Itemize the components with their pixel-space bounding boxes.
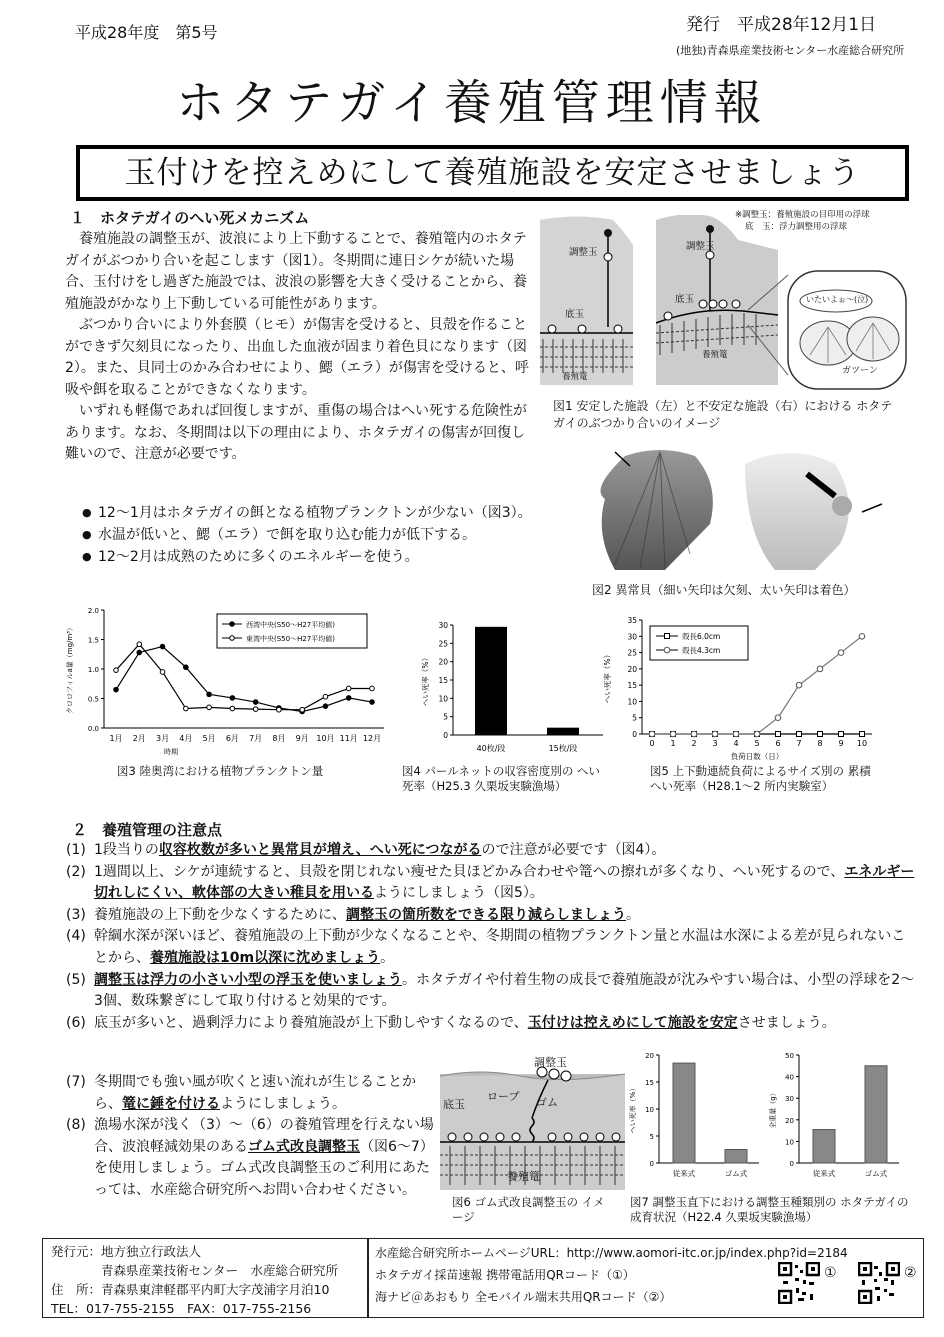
x-tick-label: 2: [691, 739, 697, 748]
x-tick-label: 3月: [155, 734, 170, 743]
list-item: (6) 底玉が多いと、過剰浮力により養殖施設が上下動しやすくなるので、玉付けは控えめにして施設を安定させましょう。: [66, 1014, 836, 1031]
data-point: [818, 732, 823, 737]
x-tick-label: 7月: [249, 734, 263, 743]
x-tick-label: 10: [856, 739, 868, 748]
publisher: (地独)青森県産業技術センター水産総合研究所: [676, 44, 905, 57]
data-point: [796, 682, 802, 688]
headline: 玉付けを控えめにして養殖施設を安定させましょう: [124, 155, 861, 191]
data-point: [323, 704, 328, 709]
bar: [725, 1150, 747, 1164]
y-tick-label: 15: [438, 676, 448, 685]
fig1-label-sokodama-left: 底玉: [565, 309, 585, 320]
data-point: [184, 706, 189, 711]
data-point: [859, 633, 865, 639]
data-point: [797, 732, 802, 737]
list-item: (2) 1週間以上、シケが連続すると、貝殻を閉じれない痩せた貝ほどかみ合わせや篭への擦れが多くなり、へい死するので、エネルギー切れしにくい、軟体部の大きい稚貝を用いるようにしましょう（図5）。: [66, 863, 915, 902]
fig5-caption: 図5 上下動連続負荷によるサイズ別の 累積へい死率（H28.1～2 所内実験室）: [650, 764, 871, 793]
fig6-label-chousei: 調整玉: [534, 1056, 567, 1069]
list-item: ● 水温が低いと、鰓（エラ）で餌を取り込む能力が低下する。: [78, 524, 538, 546]
list-item: (3) 養殖施設の上下動を少なくするために、調整玉の箇所数をできる限り減らしましょう。: [66, 906, 640, 923]
fig2-shell-right: [745, 453, 849, 570]
legend-marker: [230, 622, 235, 627]
x-tick-label: 11月: [339, 734, 358, 743]
data-point: [838, 650, 844, 656]
footer-line: 発行元：地方独立行政法人: [51, 1244, 202, 1259]
issue-number: 平成28年度 第5号: [75, 23, 218, 42]
qr2-text: 海ナビ＠あおもり 全モバイル端末共用QRコード（②）: [375, 1290, 672, 1304]
x-tick-label: 40枚/段: [476, 744, 506, 753]
x-tick-label: 15枚/段: [548, 744, 578, 753]
x-tick-label: 8月: [272, 734, 286, 743]
y-tick-label: 30: [785, 1095, 794, 1104]
fig7-caption: 図7 調整玉直下における調整玉種類別の ホタテガイの成育状況（H22.4 久栗坂実験漁場）: [630, 1195, 909, 1224]
y-tick-label: 15: [627, 681, 637, 691]
x-tick-label: 7: [796, 739, 802, 748]
qr-code-2[interactable]: [858, 1262, 900, 1304]
data-point: [754, 731, 760, 737]
management-list-bottom: [66, 1072, 438, 1202]
data-point: [253, 707, 258, 712]
data-point: [776, 732, 781, 737]
data-point: [346, 696, 351, 701]
section2-heading: ２ 養殖管理の注意点: [72, 821, 223, 839]
x-tick-label: 6: [775, 739, 781, 748]
data-point: [207, 692, 212, 697]
y-axis-label: クロロフィルa量（mg/m³）: [66, 624, 74, 714]
x-tick-label: 5: [754, 739, 760, 748]
fig2-shell-left: [601, 450, 713, 570]
data-point: [184, 665, 189, 670]
data-point: [207, 705, 212, 710]
data-point: [670, 731, 676, 737]
y-axis-label: 全重量（g）: [769, 1089, 777, 1129]
x-tick-label: 4: [733, 739, 739, 748]
list-item: (8) 漁場水深が浅く（3）～（6）の養殖管理を行えない場合、波浪軽減効果のあるゴム式改良調整玉（図6～7）を使用しましょう。ゴム式改良調整玉のご利用にあたっては、水産総合研究所へお問い合わせください。: [66, 1117, 434, 1198]
x-tick-label: 8: [817, 739, 823, 748]
y-tick-label: 0: [632, 730, 637, 739]
data-point: [712, 731, 718, 737]
fig6-caption: 図6 ゴム式改良調整玉の イメージ: [452, 1195, 605, 1224]
fig2-caption: 図2 異常貝（細い矢印は欠刻、太い矢印は着色）: [592, 583, 856, 597]
list-item: ● 12～1月はホタテガイの餌となる植物プランクトンが少ない（図3）。: [78, 502, 538, 524]
fig6-label-rope: ロープ: [487, 1090, 520, 1103]
data-point: [346, 686, 351, 691]
y-axis-label: へい死率（%）: [603, 650, 612, 704]
bar: [475, 627, 507, 735]
legend-marker: [664, 647, 670, 653]
fig6-label-sokodama: 底玉: [443, 1098, 465, 1111]
list-item: (4) 幹綱水深が深いほど、養殖施設の上下動が少なくなることや、冬期間の植物プランクトン量と水温は水深による差が見られないことから、養殖施設は10m以深に沈めましょう。: [66, 928, 906, 966]
list-item: (7) 冬期間でも強い風が吹くと速い流れが生じることから、篭に錘を付けるようにしましょう。: [66, 1074, 416, 1112]
y-tick-label: 5: [649, 1133, 654, 1141]
data-point: [277, 707, 282, 712]
data-point: [160, 670, 165, 675]
data-point: [691, 731, 697, 737]
y-tick-label: 35: [627, 616, 637, 625]
fig1-note2: 底 玉：浮力調整用の浮球: [745, 222, 848, 232]
x-axis-label: 負荷日数（日）: [730, 752, 784, 761]
management-list-top: [66, 840, 918, 1034]
data-point: [137, 650, 142, 655]
issued-date: 発行 平成28年12月1日: [686, 15, 877, 35]
footer-line: 住 所：青森県東津軽郡平内町大字茂浦字月泊10: [51, 1282, 330, 1297]
bar: [673, 1063, 695, 1163]
x-tick-label: 6月: [225, 734, 239, 743]
x-tick-label: 従来式: [672, 1169, 696, 1178]
page-title: ホタテガイ養殖管理情報: [176, 75, 768, 131]
y-tick-label: 20: [785, 1116, 794, 1125]
list-item: (1) 1段当りの収容枚数が多いと異常貝が増え、へい死につながるので注意が必要です（図4）。: [66, 842, 666, 858]
y-tick-label: 25: [627, 648, 637, 658]
qr1-mark: ①: [824, 1265, 837, 1281]
legend-label: 東湾中央(S50～H27平均値): [246, 635, 335, 643]
y-tick-label: 20: [438, 657, 448, 667]
y-tick-label: 30: [627, 632, 637, 642]
homepage-url[interactable]: 水産総合研究所ホームページURL：http://www.aomori-itc.or.jp/index.php?id=2184: [375, 1246, 848, 1260]
x-axis-label: 時期: [164, 748, 178, 756]
x-tick-label: 3: [712, 739, 718, 748]
data-point: [300, 707, 305, 712]
bar: [865, 1066, 887, 1163]
x-tick-label: ゴム式: [724, 1169, 748, 1178]
fig1-note1: ※調整玉：養殖施設の目印用の浮球: [735, 210, 870, 220]
x-tick-label: ゴム式: [864, 1169, 888, 1178]
headline-box: [76, 145, 909, 201]
list-item: ● 12～2月は成熟のために多くのエネルギーを使う。: [78, 546, 538, 568]
x-tick-label: 10月: [316, 734, 335, 743]
data-point: [649, 731, 655, 737]
data-point: [817, 666, 823, 672]
x-tick-label: 従来式: [812, 1169, 836, 1178]
series-line: [116, 647, 372, 712]
bar: [547, 728, 579, 735]
y-tick-label: 10: [785, 1138, 794, 1147]
y-tick-label: 10: [438, 694, 448, 704]
y-tick-label: 50: [785, 1052, 794, 1060]
fig1-bubble-text1: いたいよぉ～(泣): [806, 295, 869, 304]
bullet-list: [78, 502, 538, 568]
section1-heading: １ ホタテガイのへい死メカニズム: [70, 209, 310, 227]
data-point: [160, 644, 165, 649]
fig1-label-chousei-right: 調整玉: [686, 241, 715, 252]
y-tick-label: 10: [627, 697, 637, 707]
y-tick-label: 1.0: [87, 666, 99, 674]
data-point: [230, 706, 235, 711]
y-axis-label: へい死率（%）: [629, 1084, 637, 1134]
footer-line: TEL：017-755-2155 FAX：017-755-2156: [51, 1301, 312, 1316]
list-item: (5) 調整玉は浮力の小さい小型の浮玉を使いましょう。ホタテガイや付着生物の成長で養殖施設が沈みやすい場合は、小型の浮球を2～3個、数珠繋ぎにして取り付けると効果的です。: [66, 971, 915, 1010]
y-tick-label: 5: [443, 712, 448, 722]
y-tick-label: 0.5: [87, 695, 99, 704]
fig1-caption: 図1 安定した施設（左）と不安定な施設（右）における ホタテガイのぶつかり合いのイメージ: [553, 399, 893, 430]
x-tick-label: 2月: [132, 734, 146, 743]
fig4-chart: [418, 615, 608, 760]
y-tick-label: 5: [632, 713, 637, 723]
y-tick-label: 2.0: [87, 607, 99, 615]
y-tick-label: 40: [785, 1073, 794, 1082]
fig3-caption: 図3 陸奥湾における植物プランクトン量: [117, 764, 324, 778]
y-tick-label: 10: [645, 1106, 654, 1114]
section1-body: [65, 229, 535, 466]
legend-label: 西湾中央(S50～H27平均値): [246, 621, 335, 629]
fig7-chart-weight: [765, 1045, 910, 1185]
data-point: [114, 687, 119, 692]
fig7-chart-mortality: [625, 1045, 775, 1185]
data-point: [137, 642, 142, 647]
y-tick-label: 25: [438, 639, 448, 649]
x-tick-label: 12月: [362, 734, 382, 743]
x-tick-label: 9: [838, 739, 844, 748]
data-point: [370, 700, 375, 705]
data-point: [114, 668, 119, 673]
qr1-text: ホタテガイ採苗速報 携帯電話用QRコード（①）: [375, 1268, 635, 1282]
data-point: [230, 696, 235, 701]
y-tick-label: 0: [649, 1160, 654, 1168]
x-tick-label: 9月: [295, 734, 309, 743]
y-axis-label: へい死率（%）: [421, 653, 430, 707]
x-tick-label: 5月: [202, 734, 216, 743]
paragraph: いずれも軽傷であれば回復しますが、重傷の場合はへい死する危険性があります。なお、冬期間は以下の理由により、ホタテガイの傷害が回復し難いので、注意が必要です。: [65, 403, 527, 462]
data-point: [775, 715, 781, 721]
fig1-label-kago-right: 養殖篭: [702, 350, 728, 360]
legend-marker: [665, 634, 670, 639]
footer-line: 青森県産業技術センター 水産総合研究所: [51, 1263, 339, 1278]
bar: [813, 1130, 835, 1163]
y-tick-label: 20: [645, 1052, 654, 1060]
x-tick-label: 4月: [179, 734, 193, 743]
y-tick-label: 30: [438, 621, 448, 630]
paragraph: 養殖施設の調整玉が、波浪により上下動することで、養殖篭内のホタテガイがぶつかり合いを起こします（図1）。冬期間に連日シケが続いた場合、玉付けをし過ぎた施設では、波浪の影響を大きく受けることから、養殖施設がかなり上下動している可能性があります。: [65, 231, 527, 312]
fig2-photos: [585, 444, 885, 574]
legend-label: 殻長6.0cm: [682, 632, 721, 641]
fig6-label-gomu: ゴム: [536, 1096, 558, 1109]
y-tick-label: 0.0: [87, 725, 99, 733]
fig1-label-chousei-left: 調整玉: [569, 247, 598, 258]
y-tick-label: 1.5: [87, 636, 99, 645]
x-tick-label: 0: [649, 739, 655, 748]
y-tick-label: 15: [645, 1079, 654, 1087]
data-point: [253, 700, 258, 705]
y-tick-label: 0: [443, 731, 448, 740]
x-tick-label: 1月: [109, 734, 123, 743]
data-point: [323, 694, 328, 699]
footer-publisher-box: [42, 1238, 368, 1318]
data-point: [370, 686, 375, 691]
legend-marker: [230, 636, 235, 641]
paragraph: ぶつかり合いにより外套膜（ヒモ）が傷害を受けると、貝殻を作ることができず欠刻貝になったり、出血した血液が固まり着色貝になります（図2）。また、貝同士のかみ合わせにより、鰓（エラ）が傷害を受けると、呼吸や餌を取ることができなくなります。: [65, 317, 529, 398]
footer-links-box: [368, 1238, 924, 1318]
fig5-chart: [600, 610, 890, 765]
fig4-caption: 図4 パールネットの収容密度別の へい死率（H25.3 久栗坂実験漁場）: [402, 764, 601, 793]
data-point: [860, 732, 865, 737]
qr-code-1[interactable]: [778, 1262, 820, 1304]
data-point: [839, 732, 844, 737]
fig1-label-sokodama-right: 底玉: [675, 294, 695, 305]
fig1-label-kago-left: 養殖篭: [562, 372, 588, 382]
y-tick-label: 20: [627, 664, 637, 674]
x-tick-label: 1: [670, 739, 676, 748]
data-point: [733, 731, 739, 737]
fig6-illustration: [440, 1050, 625, 1190]
fig6-label-kago: 養殖篭: [507, 1170, 540, 1183]
fig1-bubble-text2: ガツーン: [842, 366, 878, 376]
legend-label: 殻長4.3cm: [682, 646, 721, 655]
qr2-mark: ②: [904, 1265, 917, 1281]
fig2-thin-arrow-right: [862, 504, 882, 512]
fig3-chart: [62, 600, 392, 760]
y-tick-label: 0: [789, 1160, 794, 1168]
